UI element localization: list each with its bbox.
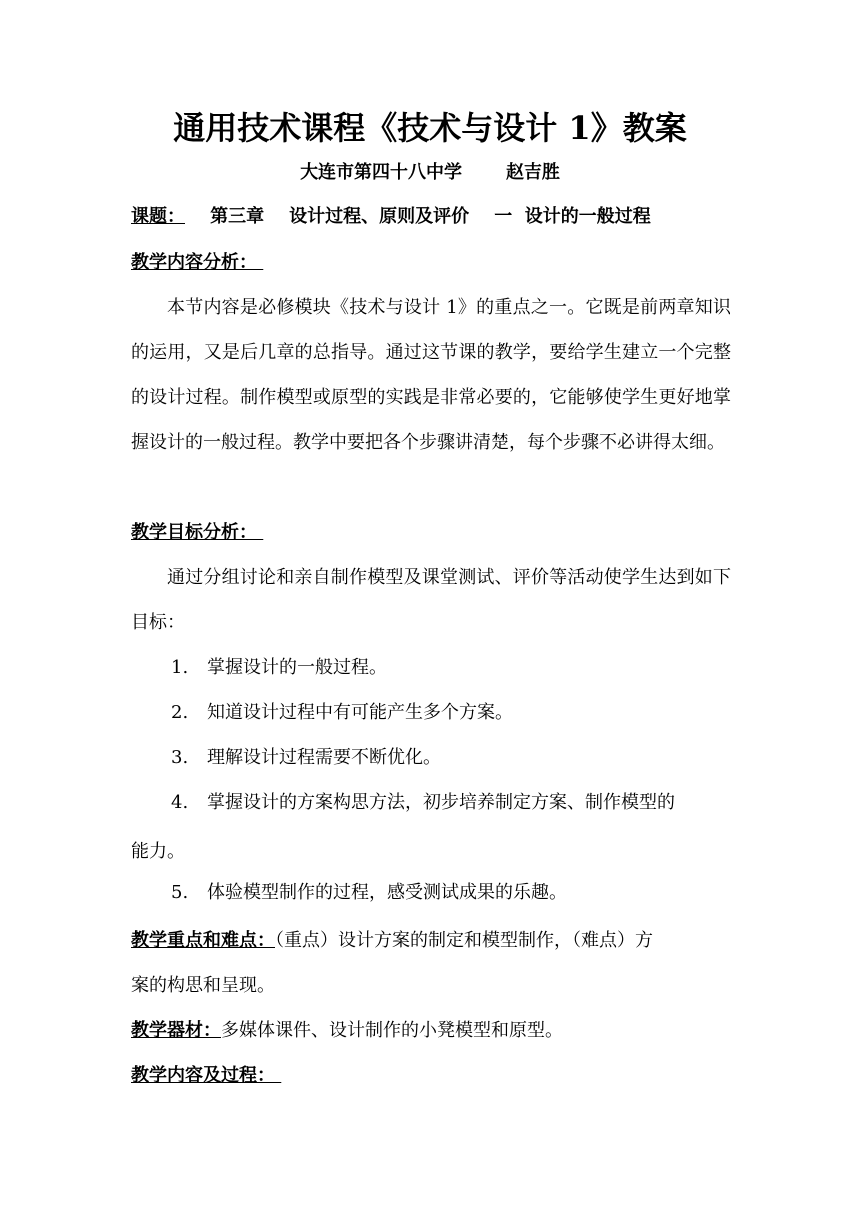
- topic-line: [131, 202, 731, 232]
- goal-item: 2. 知道设计过程中有可能产生多个方案。: [171, 702, 513, 723]
- topic-value: 第三章 设计过程、原则及评价 一 设计的一般过程: [185, 206, 651, 227]
- goal-analysis-paragraph: 通过分组讨论和亲自制作模型及课堂测试、评价等活动使学生达到如下目标：: [131, 567, 731, 633]
- goal-item: 4. 掌握设计的方案构思方法，初步培养制定方案、制作模型的: [171, 792, 675, 813]
- goal-item: 1. 掌握设计的一般过程。: [171, 657, 387, 678]
- goal-item: 3. 理解设计过程需要不断优化。: [171, 747, 441, 768]
- section-heading-goal-analysis: 教学目标分析：: [131, 522, 264, 543]
- section-heading-process: 教学内容及过程：: [131, 1065, 282, 1086]
- equipment-line: 教学器材：多媒体课件、设计制作的小凳模型和原型。: [131, 1020, 563, 1041]
- author-line: [0, 158, 860, 188]
- goal-item-continuation: 能力。: [131, 841, 185, 862]
- document-title: 通用技术课程《技术与设计 1》教案: [173, 109, 687, 147]
- content-analysis-paragraph: 本节内容是必修模块《技术与设计 1》的重点之一。它既是前两章知识的运用，又是后几章的总指导。通过这节课的教学，要给学生建立一个完整的设计过程。制作模型或原型的实践是非常必要的，它能够使学生更好地掌握设计的一般过程。教学中要把各个步骤讲清楚，每个步骤不必讲得太细。: [131, 297, 731, 453]
- key-points-line: 教学重点和难点：（重点）设计方案的制定和模型制作，（难点）方: [131, 930, 653, 951]
- section-heading-content-analysis: 教学内容分析：: [131, 252, 264, 273]
- author-name: 赵吉胜: [505, 162, 560, 183]
- topic-label: 课题：: [131, 206, 185, 227]
- key-points-continuation: 案的构思和呈现。: [131, 975, 275, 996]
- school-name: 大连市第四十八中学: [300, 162, 463, 183]
- goal-item: 5. 体验模型制作的过程，感受测试成果的乐趣。: [171, 882, 567, 903]
